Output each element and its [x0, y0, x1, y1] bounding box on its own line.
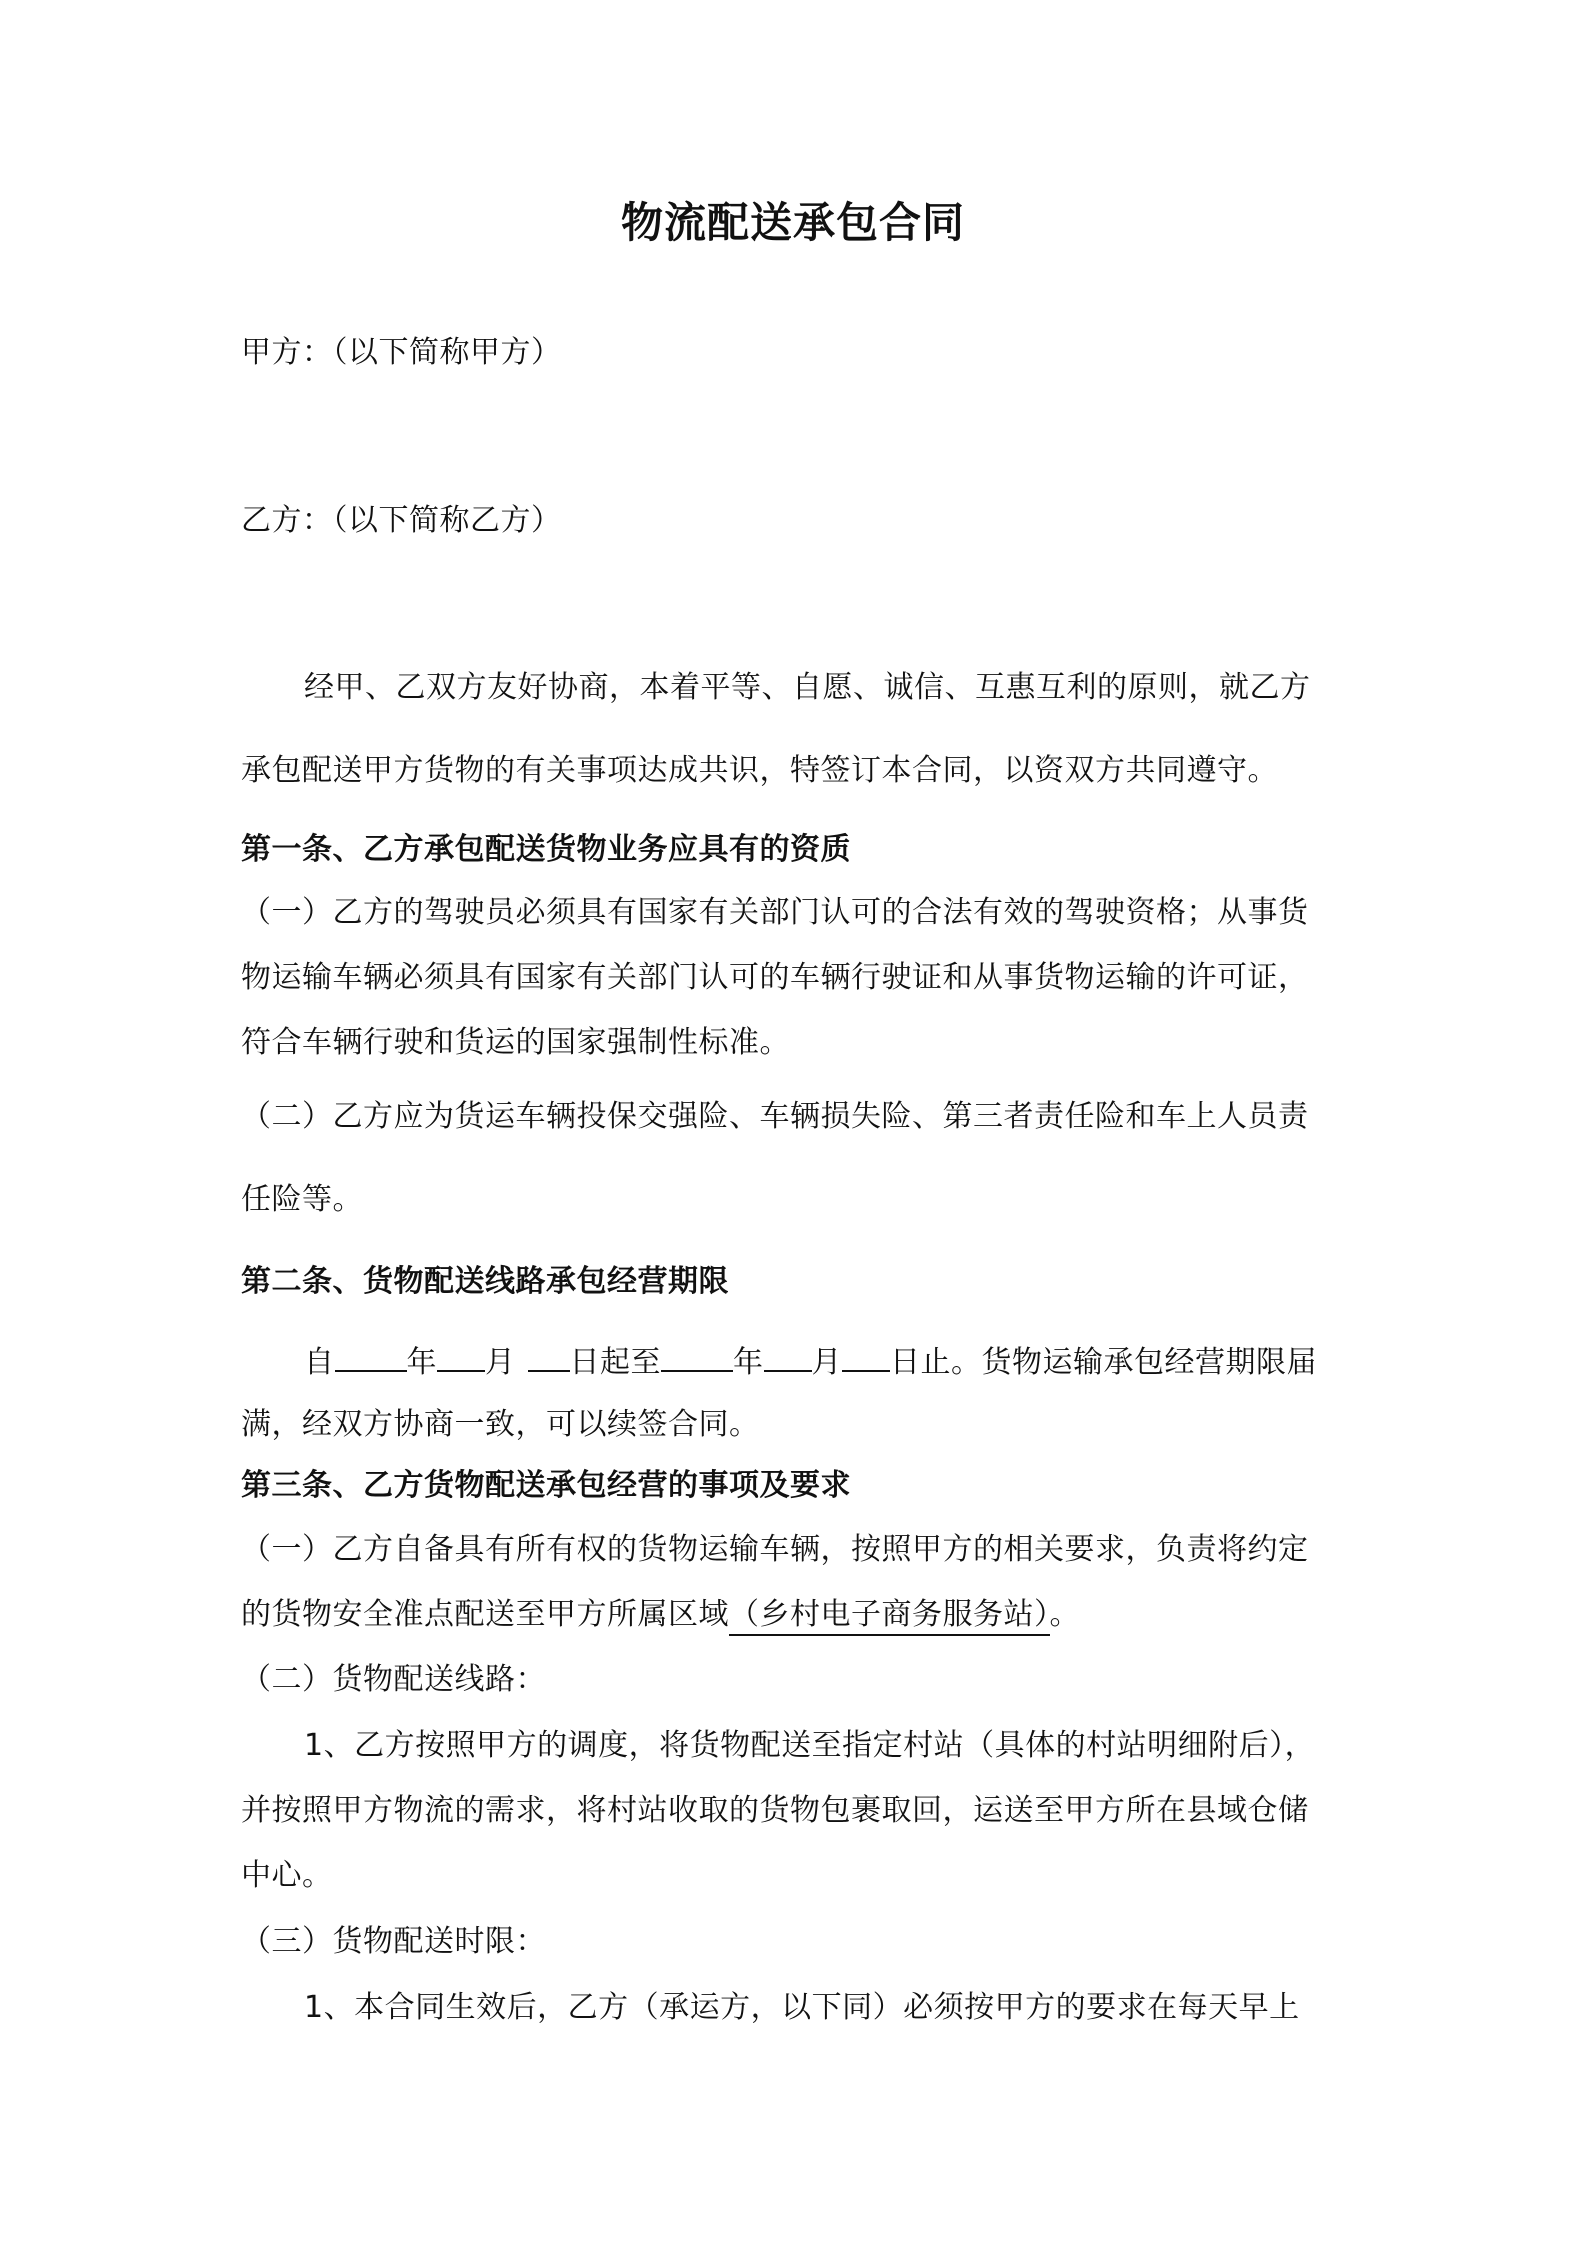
day-blank-start[interactable]	[528, 1340, 570, 1372]
article-3-heading: 第三条、乙方货物配送承包经营的事项及要求	[241, 1468, 851, 1503]
month-blank-end[interactable]	[764, 1340, 812, 1372]
article-3-item-1-line-2	[241, 1595, 1080, 1635]
route-line-3: 中心。	[241, 1858, 333, 1893]
article-1-item-2-line-1: （二）乙方应为货运车辆投保交强险、车辆损失险、第三者责任险和车上人员责	[241, 1099, 1309, 1134]
period-year-2: 年	[733, 1345, 764, 1380]
period-line-2: 满，经双方协商一致，可以续签合同。	[241, 1407, 760, 1442]
route-line-1: 1、乙方按照甲方的调度，将货物配送至指定村站（具体的村站明细附后），	[304, 1728, 1316, 1763]
period-day-2-suffix: 日止。货物运输承包经营期限届	[890, 1345, 1317, 1380]
year-blank-end[interactable]	[661, 1340, 733, 1372]
period-month-2: 月	[811, 1345, 842, 1380]
article-1-item-1-line-1: （一）乙方的驾驶员必须具有国家有关部门认可的合法有效的驾驶资格；从事货	[241, 895, 1309, 930]
period-month-1: 月	[485, 1345, 516, 1380]
month-blank-start[interactable]	[437, 1340, 485, 1372]
item-1-line-2-suffix: 。	[1049, 1597, 1080, 1632]
article-3-item-2-heading: （二）货物配送线路：	[241, 1662, 546, 1697]
article-3-item-3-heading: （三）货物配送时限：	[241, 1924, 546, 1959]
period-line	[304, 1340, 1317, 1383]
intro-paragraph-line-1: 经甲、乙双方友好协商，本着平等、自愿、诚信、互惠互利的原则，就乙方	[304, 670, 1311, 705]
party-b-line: 乙方：（以下简称乙方）	[241, 503, 562, 538]
time-limit-line-1: 1、本合同生效后，乙方（承运方，以下同）必须按甲方的要求在每天早上	[304, 1990, 1300, 2025]
article-1-item-2-line-2: 任险等。	[241, 1182, 363, 1217]
service-station-underlined: （乡村电子商务服务站）	[729, 1597, 1050, 1636]
article-1-item-1-line-2: 物运输车辆必须具有国家有关部门认可的车辆行驶证和从事货物运输的许可证，	[241, 960, 1309, 995]
year-blank-start[interactable]	[335, 1340, 407, 1372]
period-day-1: 日起至	[569, 1345, 661, 1380]
item-1-line-2-prefix: 的货物安全准点配送至甲方所属区域	[241, 1597, 729, 1632]
period-prefix: 自	[304, 1345, 335, 1380]
article-3-item-1-line-1: （一）乙方自备具有所有权的货物运输车辆，按照甲方的相关要求，负责将约定	[241, 1532, 1309, 1567]
route-line-2: 并按照甲方物流的需求，将村站收取的货物包裹取回，运送至甲方所在县域仓储	[241, 1793, 1309, 1828]
day-blank-end[interactable]	[842, 1340, 890, 1372]
article-2-heading: 第二条、货物配送线路承包经营期限	[241, 1264, 729, 1299]
page-title: 物流配送承包合同	[620, 198, 965, 247]
party-a-line: 甲方：（以下简称甲方）	[241, 335, 562, 370]
intro-paragraph-line-2: 承包配送甲方货物的有关事项达成共识，特签订本合同，以资双方共同遵守。	[241, 753, 1278, 788]
article-1-item-1-line-3: 符合车辆行驶和货运的国家强制性标准。	[241, 1025, 790, 1060]
article-1-heading: 第一条、乙方承包配送货物业务应具有的资质	[241, 832, 851, 867]
period-year-1: 年	[406, 1345, 437, 1380]
